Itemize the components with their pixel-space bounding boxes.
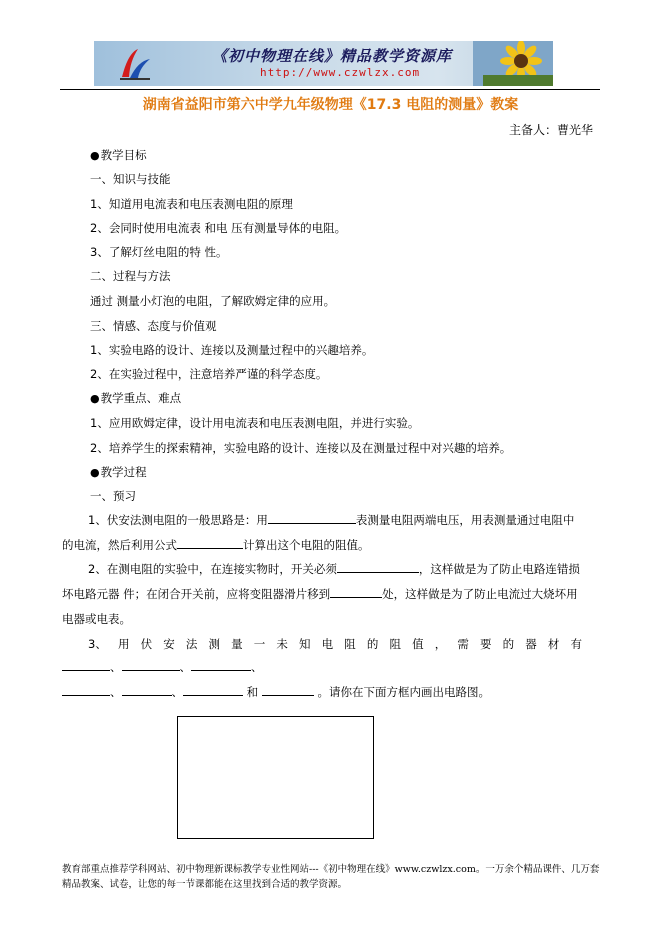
separator: 、 — [179, 660, 191, 674]
answer-blank[interactable] — [337, 560, 419, 573]
question-3-char: 阻 — [389, 637, 401, 651]
question-3-char: 安 — [163, 637, 175, 651]
question-3-char: 3、 — [88, 637, 107, 651]
resource-logo-icon — [116, 45, 154, 83]
answer-blank[interactable] — [122, 683, 172, 696]
and-word: 和 — [246, 685, 259, 699]
goal-item: 1、实验电路的设计、连接以及测量过程中的兴趣培养。 — [90, 343, 374, 357]
question-3-char: 法 — [185, 637, 198, 651]
heading-process-methods: 二、过程与方法 — [90, 269, 171, 283]
key-point-item: 2、培养学生的探索精神，实验电路的设计、连接以及在测量过程中对兴趣的培养。 — [90, 441, 512, 455]
question-3-blanks-row-1 — [62, 655, 580, 680]
answer-blank[interactable] — [191, 658, 251, 671]
document-title: 湖南省益阳市第六中学九年级物理《17.3 电阻的测量》教案 — [142, 97, 519, 113]
question-3-char: 量 — [231, 637, 243, 651]
question-3-char: 电 — [321, 637, 334, 651]
separator: 、 — [110, 660, 122, 674]
heading-knowledge-skills: 一、知识与技能 — [90, 172, 171, 186]
answer-blank[interactable] — [122, 658, 180, 671]
answer-blank[interactable] — [268, 511, 356, 524]
goal-item: 2、会同时使用电流表 和电 压有测量导体的电阻。 — [90, 221, 347, 235]
question-3-char: 未 — [276, 637, 288, 651]
header-rule — [60, 89, 600, 90]
sunflower-icon — [473, 41, 553, 86]
question-3-char: 值 — [412, 637, 424, 651]
answer-blank[interactable] — [62, 683, 110, 696]
question-3-char: 有 — [570, 637, 582, 651]
question-1-text: 表测量电阻两端电压，用表测量通过电阻中的电流，然后利用公式 — [62, 513, 575, 552]
separator: 、 — [251, 660, 263, 674]
answer-blank[interactable] — [62, 658, 110, 671]
question-2-text: 2、在测电阻的实验中，在连接实物时，开关必须 — [88, 562, 337, 576]
heading-teaching-process: ● 教学过程 — [90, 464, 147, 480]
separator: 、 — [171, 685, 183, 699]
question-1 — [62, 508, 580, 558]
goal-item: 通过 测量小灯泡的电阻，了解欧姆定律的应用。 — [90, 294, 336, 308]
question-3-char: 材 — [547, 637, 560, 651]
question-3-char: ， — [434, 637, 447, 651]
goal-item: 3、了解灯丝电阻的特 性。 — [90, 245, 228, 259]
question-3-char: 一 — [253, 637, 266, 651]
answer-blank[interactable] — [183, 683, 243, 696]
heading-attitudes-values: 三、情感、态度与价值观 — [90, 319, 217, 333]
page-footer: 教育部重点推荐学科网站、初中物理新课标教学专业性网站---《初中物理在线》www.czwlzx.com。一万余个精品课件、几万套精品教案、试卷，让您的每一节课都能在这里找到合适的教学资源。 — [62, 864, 600, 890]
answer-blank[interactable] — [262, 683, 314, 696]
question-3-char: 的 — [502, 637, 515, 651]
heading-teaching-goals: ● 教学目标 — [90, 147, 147, 163]
banner-title: 《初中物理在线》精品教学资源库 — [212, 47, 453, 65]
question-3-char: 要 — [479, 637, 492, 651]
author-line: 主备人：曹光华 — [508, 123, 593, 137]
question-3-char: 器 — [525, 637, 537, 651]
circuit-drawing-box[interactable] — [177, 716, 374, 839]
question-2-text: 处，这样做是为了防止电流过大烧坏用电器或电表。 — [62, 587, 578, 626]
question-3-char: 阻 — [344, 637, 356, 651]
header-banner — [94, 41, 553, 86]
question-2-text: ，这样做是为了防止电路连错损坏电路元器 件；在闭合开关前，应将变阻器滑片移到 — [62, 562, 580, 601]
goal-item: 1、知道用电流表和电压表测电阻的原理 — [90, 197, 293, 211]
question-3 — [88, 636, 582, 652]
separator: 、 — [110, 685, 122, 699]
question-1-text: 1、伏安法测电阻的一般思路是：用 — [88, 513, 268, 527]
question-3-char: 用 — [117, 637, 130, 651]
question-3-char: 伏 — [140, 637, 153, 651]
goal-item: 2、在实验过程中，注意培养严谨的科学态度。 — [90, 367, 328, 381]
heading-preview: 一、预习 — [90, 489, 136, 503]
question-3-char: 知 — [298, 637, 311, 651]
question-3-instruction: 。请你在下面方框内画出电路图。 — [317, 685, 490, 699]
answer-blank[interactable] — [177, 536, 243, 549]
answer-blank[interactable] — [330, 585, 382, 598]
question-3-char: 测 — [208, 637, 220, 651]
heading-key-points: ● 教学重点、难点 — [90, 390, 181, 406]
question-3-char: 的 — [366, 637, 379, 651]
banner-url: http://www.czwlzx.com — [260, 66, 421, 79]
question-1-text: 计算出这个电阻的阻值。 — [243, 538, 370, 552]
question-2 — [62, 557, 580, 632]
key-point-item: 1、应用欧姆定律，设计用电流表和电压表测电阻，并进行实验。 — [90, 416, 420, 430]
question-3-char: 需 — [457, 637, 469, 651]
question-3-blanks-row-2 — [62, 680, 580, 705]
